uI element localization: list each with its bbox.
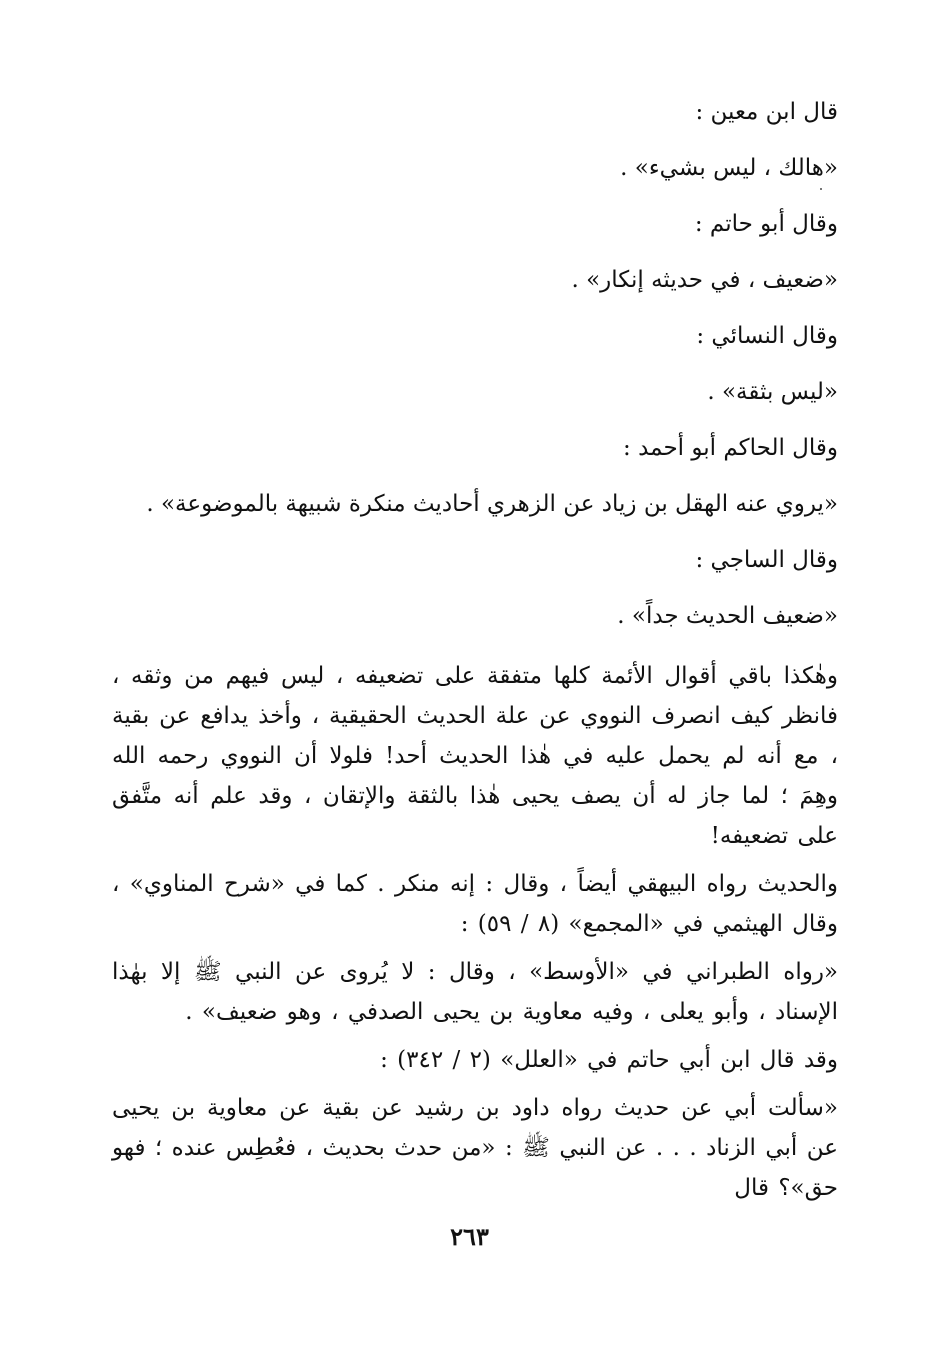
text-line-3: وقال أبو حاتم : [694,211,838,237]
text-line-2: «هالك ، ليس بشيء» . [620,155,838,181]
text-line-5: وقال النسائي : [696,323,838,349]
paragraph-4: وقد قال ابن أبي حاتم في «العلل» (٢ / ٣٤٢) : [380,1047,838,1073]
text-line-7: وقال الحاكم أبو أحمد : [623,435,838,461]
paragraph-2: والحديث رواه البيهقي أيضاً ، وقال : إنه منكر . كما في «شرح المناوي» ، وقال الهيثمي في «المجمع» (٨ / ٥٩) : [112,871,838,937]
page-body [112,96,838,1208]
text-line-4: «ضعيف ، في حديثه إنكار» . [571,267,838,293]
paragraph-3: «رواه الطبراني في «الأوسط» ، وقال : لا يُروى عن النبي ﷺ إلا بهٰذا الإسناد ، وأبو يعلى ، وفيه معاوية بن يحيى الصدفي ، وهو ضعيف» . [112,959,838,1025]
page-number: ٢٦٣ [450,1222,489,1251]
text-line-6: «ليس بثقة» . [707,379,838,405]
paragraph-5: «سألت أبي عن حديث رواه داود بن رشيد عن بقية عن معاوية بن يحيى عن أبي الزناد . . . عن النبي ﷺ : «من حدث بحديث ، فعُطِس عنده ؛ فهو حق»؟ قال [112,1095,838,1201]
text-line-8: «يروي عنه الهقل بن زياد عن الزهري أحاديث منكرة شبيهة بالموضوعة» . [146,491,838,517]
text-line-1: قال ابن معين : [695,99,838,125]
text-line-10: «ضعيف الحديث جداً» . [617,603,838,629]
paragraph-1: وهٰكذا باقي أقوال الأئمة كلها متفقة على تضعيفه ، ليس فيهم من وثقه ، فانظر كيف انصرف النووي عن علة الحديث الحقيقية ، وأخذ يدافع عن بقية ، مع أنه لم يحمل عليه في هٰذا الحديث أحد! فلولا أن النووي رحمه الله وهِمَ ؛ لما جاز له أن يصف يحيى هٰذا بالثقة والإتقان ، وقد علم أنه متَّفق على تضعيفه! [112,663,838,849]
text-line-9: وقال الساجي : [695,547,838,573]
